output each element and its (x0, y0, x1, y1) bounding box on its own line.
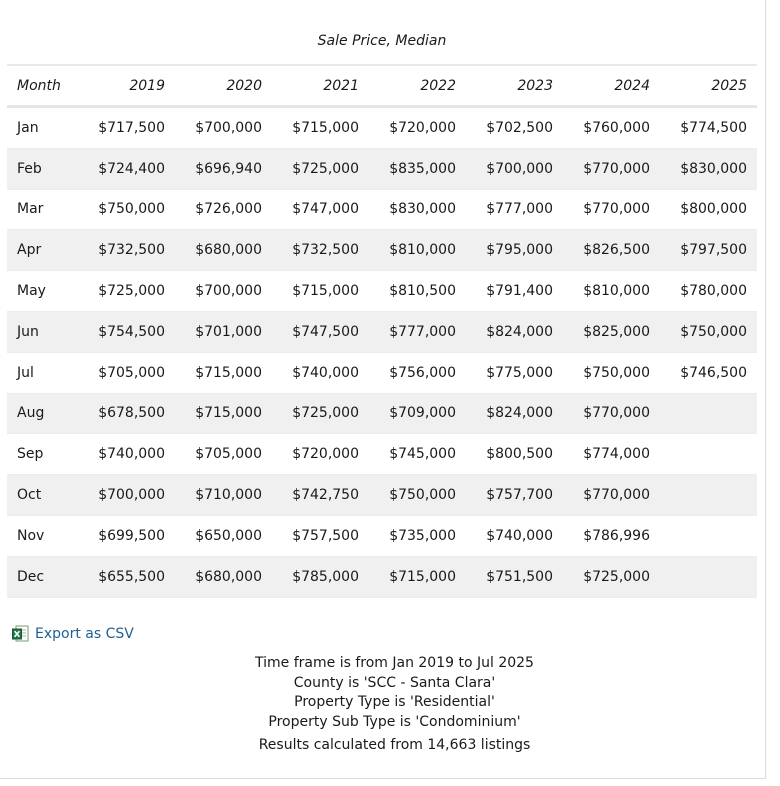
table-row (7, 230, 757, 271)
sale-price-table (7, 64, 757, 598)
column-header-2024: 2024 (563, 65, 660, 107)
column-header-2022: 2022 (369, 65, 466, 107)
price-cell-2019: $717,500 (78, 107, 175, 149)
price-cell-2020: $715,000 (175, 393, 272, 434)
column-header-2019: 2019 (78, 65, 175, 107)
price-cell-2025: $797,500 (660, 230, 757, 271)
price-cell-2021: $725,000 (272, 148, 369, 189)
price-cell-2023: $777,000 (466, 189, 563, 230)
table-row (7, 434, 757, 475)
export-csv-link[interactable] (12, 625, 134, 642)
price-cell-2021: $725,000 (272, 393, 369, 434)
table-row (7, 107, 757, 149)
month-cell: Mar (7, 189, 78, 230)
price-cell-2021: $785,000 (272, 556, 369, 597)
price-cell-2021: $740,000 (272, 352, 369, 393)
price-cell-2020: $701,000 (175, 311, 272, 352)
price-cell-2019: $750,000 (78, 189, 175, 230)
price-cell-2022: $810,000 (369, 230, 466, 271)
criteria-county: County is 'SCC - Santa Clara' (293, 674, 496, 691)
column-header-month: Month (7, 65, 78, 107)
price-cell-2025 (660, 515, 757, 556)
price-cell-2020: $650,000 (175, 515, 272, 556)
price-cell-2019: $678,500 (78, 393, 175, 434)
price-cell-2023: $757,700 (466, 475, 563, 516)
month-cell: Feb (7, 148, 78, 189)
price-cell-2024: $770,000 (563, 148, 660, 189)
price-cell-2022: $750,000 (369, 475, 466, 516)
price-cell-2023: $824,000 (466, 393, 563, 434)
price-cell-2020: $726,000 (175, 189, 272, 230)
price-cell-2023: $791,400 (466, 271, 563, 312)
price-cell-2025: $780,000 (660, 271, 757, 312)
table-row (7, 311, 757, 352)
table-header-row (7, 65, 757, 107)
price-cell-2024: $825,000 (563, 311, 660, 352)
excel-csv-icon (12, 625, 29, 642)
price-cell-2024: $760,000 (563, 107, 660, 149)
price-cell-2025: $800,000 (660, 189, 757, 230)
table-row (7, 475, 757, 516)
price-cell-2022: $720,000 (369, 107, 466, 149)
price-cell-2020: $696,940 (175, 148, 272, 189)
price-cell-2020: $680,000 (175, 230, 272, 271)
price-cell-2020: $705,000 (175, 434, 272, 475)
price-cell-2024: $770,000 (563, 475, 660, 516)
price-cell-2025 (660, 393, 757, 434)
price-cell-2021: $742,750 (272, 475, 369, 516)
price-cell-2023: $751,500 (466, 556, 563, 597)
report-criteria (7, 654, 780, 756)
price-cell-2025: $750,000 (660, 311, 757, 352)
price-cell-2022: $745,000 (369, 434, 466, 475)
price-cell-2022: $715,000 (369, 556, 466, 597)
price-cell-2021: $715,000 (272, 107, 369, 149)
month-cell: Jan (7, 107, 78, 149)
price-cell-2019: $699,500 (78, 515, 175, 556)
price-cell-2019: $705,000 (78, 352, 175, 393)
table-row (7, 515, 757, 556)
price-cell-2022: $756,000 (369, 352, 466, 393)
price-cell-2022: $709,000 (369, 393, 466, 434)
price-cell-2019: $754,500 (78, 311, 175, 352)
report-title: Sale Price, Median (317, 33, 447, 49)
month-cell: Dec (7, 556, 78, 597)
price-cell-2020: $680,000 (175, 556, 272, 597)
month-cell: Sep (7, 434, 78, 475)
price-cell-2021: $720,000 (272, 434, 369, 475)
price-cell-2024: $770,000 (563, 189, 660, 230)
price-cell-2024: $786,996 (563, 515, 660, 556)
price-cell-2020: $715,000 (175, 352, 272, 393)
price-cell-2019: $732,500 (78, 230, 175, 271)
price-cell-2025 (660, 475, 757, 516)
price-cell-2019: $700,000 (78, 475, 175, 516)
price-cell-2023: $702,500 (466, 107, 563, 149)
price-cell-2024: $725,000 (563, 556, 660, 597)
price-cell-2024: $826,500 (563, 230, 660, 271)
table-row (7, 352, 757, 393)
price-cell-2023: $740,000 (466, 515, 563, 556)
month-cell: May (7, 271, 78, 312)
table-row (7, 148, 757, 189)
price-cell-2022: $810,500 (369, 271, 466, 312)
criteria-property-type: Property Type is 'Residential' (294, 694, 495, 711)
price-cell-2020: $710,000 (175, 475, 272, 516)
month-cell: Oct (7, 475, 78, 516)
month-cell: Apr (7, 230, 78, 271)
column-header-2020: 2020 (175, 65, 272, 107)
column-header-2025: 2025 (660, 65, 757, 107)
price-cell-2023: $700,000 (466, 148, 563, 189)
table-row (7, 393, 757, 434)
price-cell-2021: $747,000 (272, 189, 369, 230)
price-cell-2025 (660, 434, 757, 475)
table-row (7, 271, 757, 312)
price-cell-2022: $777,000 (369, 311, 466, 352)
price-cell-2025: $746,500 (660, 352, 757, 393)
price-cell-2019: $725,000 (78, 271, 175, 312)
price-cell-2021: $715,000 (272, 271, 369, 312)
table-row (7, 556, 757, 597)
price-cell-2019: $740,000 (78, 434, 175, 475)
column-header-2021: 2021 (272, 65, 369, 107)
column-header-2023: 2023 (466, 65, 563, 107)
month-cell: Jun (7, 311, 78, 352)
price-cell-2021: $757,500 (272, 515, 369, 556)
results-count: Results calculated from 14,663 listings (258, 737, 531, 754)
table-row (7, 189, 757, 230)
price-cell-2023: $824,000 (466, 311, 563, 352)
price-cell-2024: $750,000 (563, 352, 660, 393)
price-cell-2022: $835,000 (369, 148, 466, 189)
price-cell-2023: $800,500 (466, 434, 563, 475)
price-cell-2019: $655,500 (78, 556, 175, 597)
price-cell-2021: $732,500 (272, 230, 369, 271)
price-cell-2019: $724,400 (78, 148, 175, 189)
price-cell-2021: $747,500 (272, 311, 369, 352)
price-cell-2022: $735,000 (369, 515, 466, 556)
price-cell-2025 (660, 556, 757, 597)
price-cell-2025: $774,500 (660, 107, 757, 149)
price-cell-2020: $700,000 (175, 107, 272, 149)
price-cell-2020: $700,000 (175, 271, 272, 312)
price-cell-2025: $830,000 (660, 148, 757, 189)
price-cell-2024: $774,000 (563, 434, 660, 475)
price-cell-2023: $795,000 (466, 230, 563, 271)
price-cell-2023: $775,000 (466, 352, 563, 393)
month-cell: Nov (7, 515, 78, 556)
criteria-timeframe: Time frame is from Jan 2019 to Jul 2025 (255, 655, 534, 671)
price-cell-2022: $830,000 (369, 189, 466, 230)
export-csv-label: Export as CSV (35, 625, 134, 642)
month-cell: Jul (7, 352, 78, 393)
criteria-property-sub-type: Property Sub Type is 'Condominium' (268, 713, 521, 730)
table-body (7, 107, 757, 598)
price-cell-2024: $770,000 (563, 393, 660, 434)
price-cell-2024: $810,000 (563, 271, 660, 312)
month-cell: Aug (7, 393, 78, 434)
